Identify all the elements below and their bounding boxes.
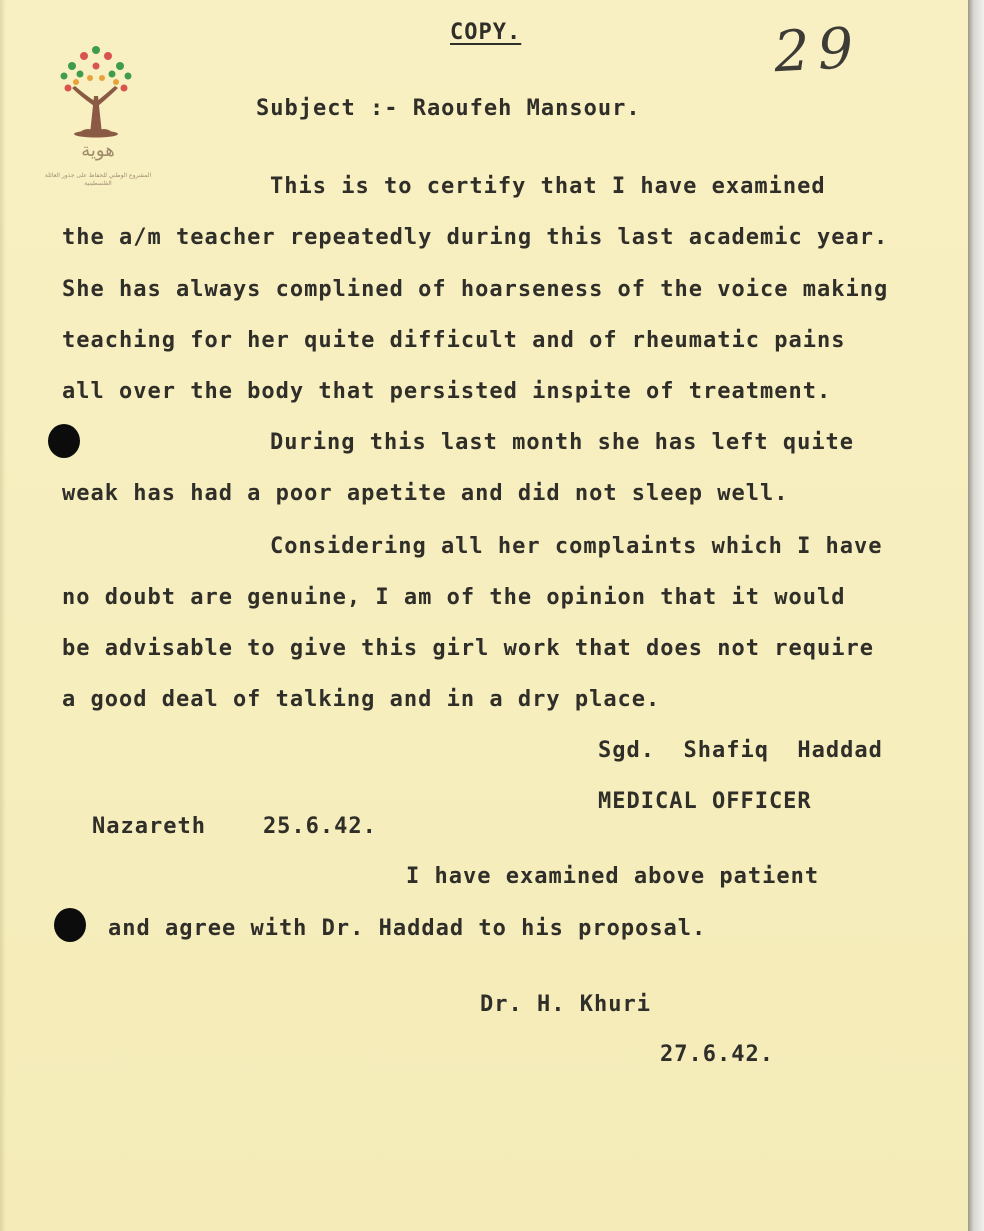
endorsement-date: 27.6.42. [660,1042,774,1067]
subject-line: Subject :- Raoufeh Mansour. [256,96,641,121]
body-line: weak has had a poor apetite and did not sleep well. [62,481,789,506]
body-line: be advisable to give this girl work that does not require [62,636,874,661]
body-line: the a/m teacher repeatedly during this last academic year. [62,225,889,250]
watermark-caption: المشروع الوطني للحفاظ على جذور العائلة الفلسطينية [44,172,152,187]
place-and-date: Nazareth 25.6.42. [92,814,377,839]
document-title: COPY. [450,20,522,45]
body-line: This is to certify that I have examined [270,174,826,199]
punch-hole [48,424,80,458]
body-line: Considering all her complaints which I have [270,534,883,559]
scan-right-edge [968,0,984,1231]
watermark-logo-text: هوية [81,140,115,161]
body-line: She has always complined of hoarseness of the voice making [62,277,889,302]
officer-title: MEDICAL OFFICER [598,789,812,814]
punch-hole [54,908,86,942]
endorsement-line: I have examined above patient [406,864,820,889]
body-line: no doubt are genuine, I am of the opinion that it would [62,585,846,610]
handwritten-page-number: 29 [772,15,863,86]
signature-khuri: Dr. H. Khuri [480,992,651,1017]
body-line: a good deal of talking and in a dry place. [62,687,661,712]
signature-haddad: Sgd. Shafiq Haddad [598,738,883,763]
body-line: all over the body that persisted inspite of treatment. [62,379,832,404]
body-line: During this last month she has left quite [270,430,855,455]
body-line: teaching for her quite difficult and of rheumatic pains [62,328,846,353]
endorsement-line: and agree with Dr. Haddad to his proposal. [108,916,707,941]
page-left-shadow [0,0,6,1231]
